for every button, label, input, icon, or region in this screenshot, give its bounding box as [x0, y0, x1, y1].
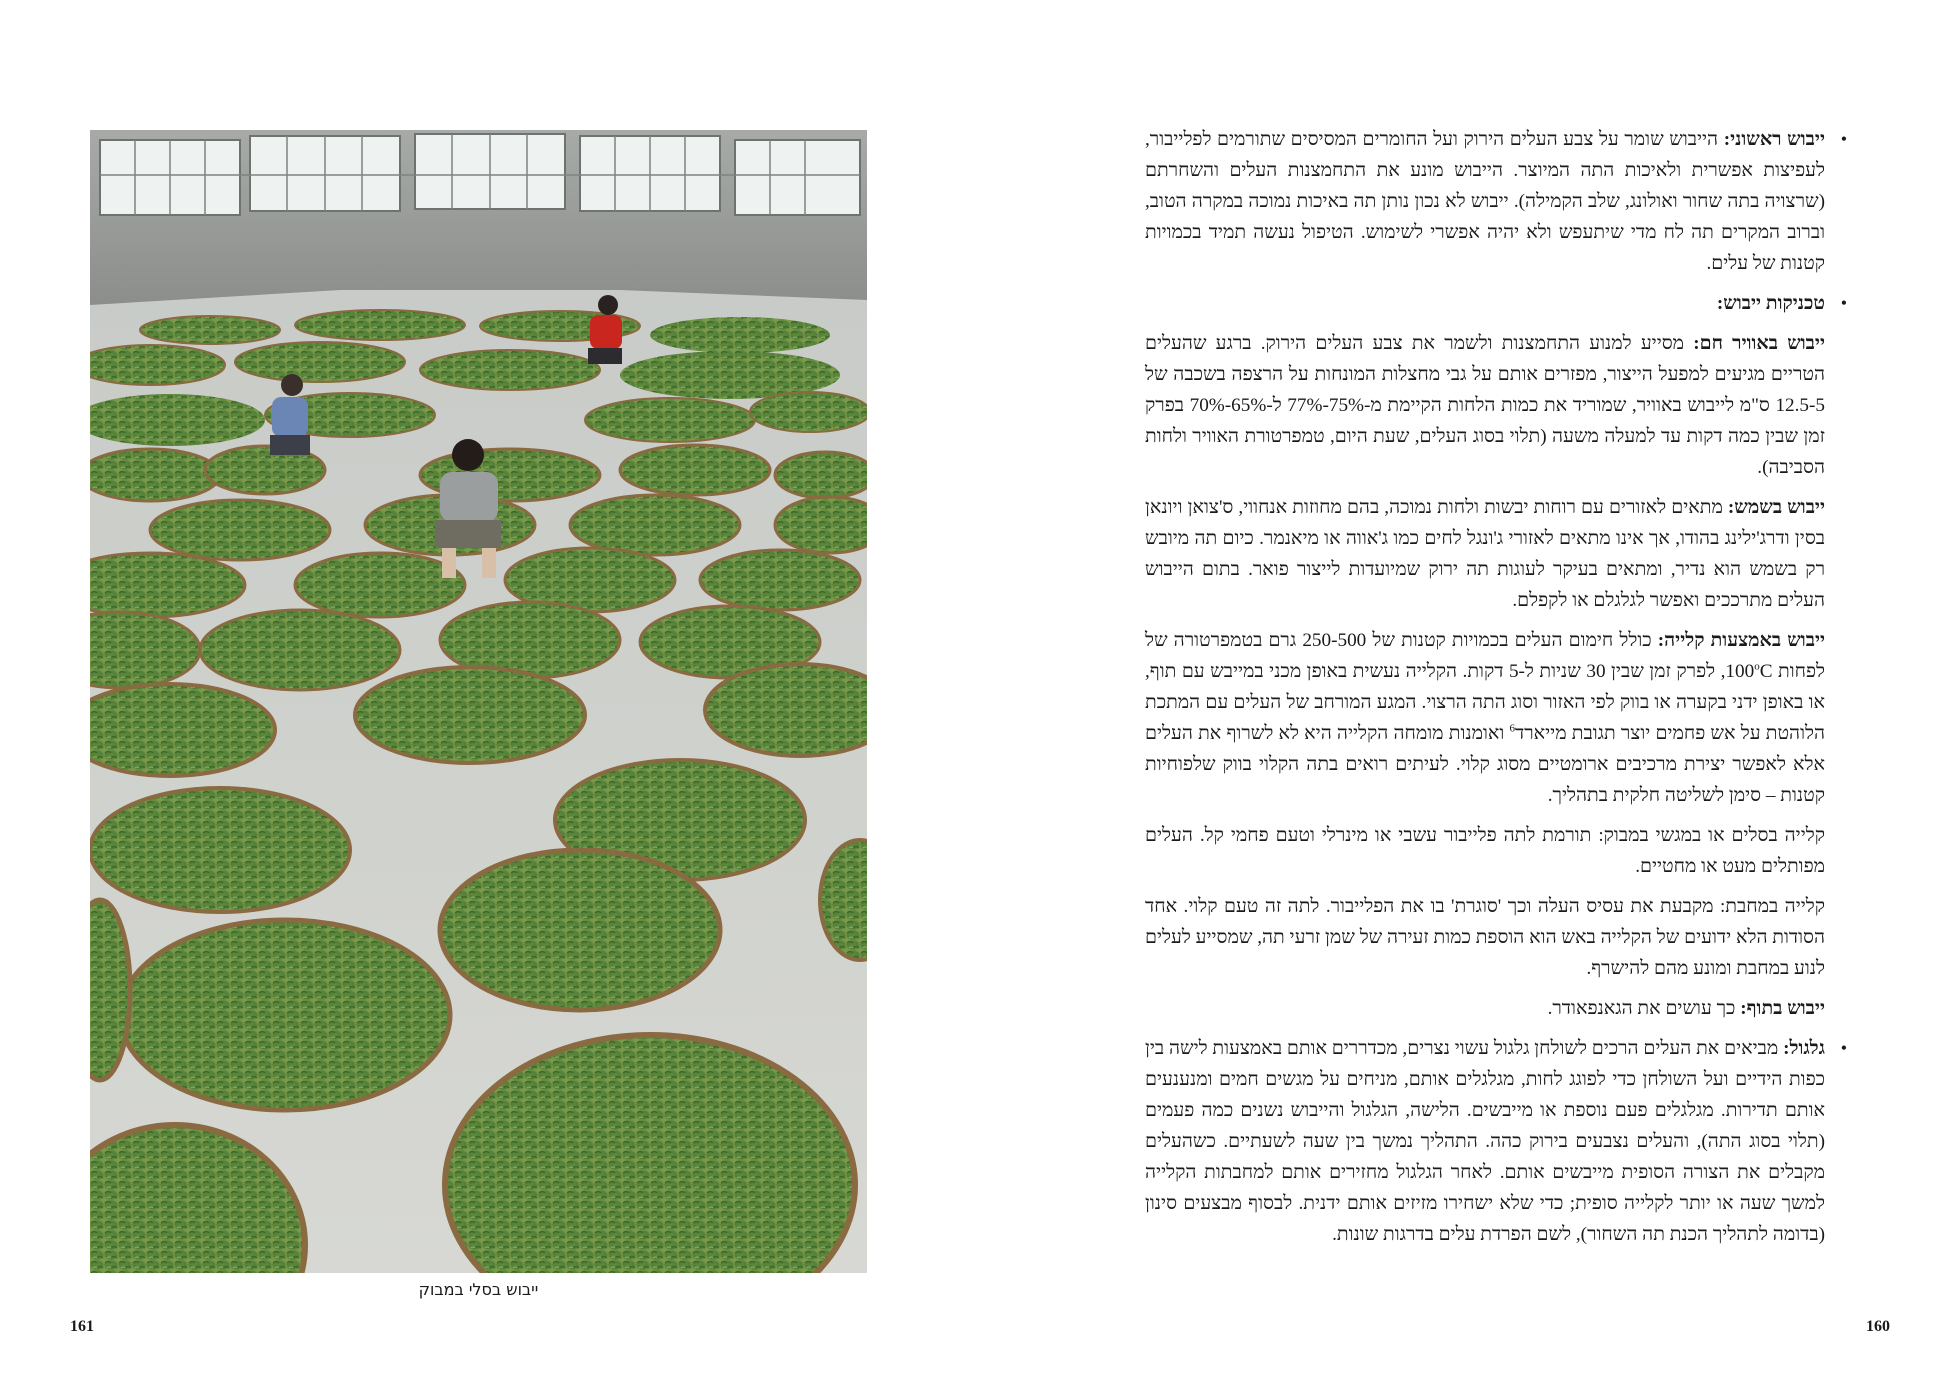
degree-sup: o [1754, 660, 1760, 673]
bamboo-baskets-illustration [90, 130, 867, 1273]
paragraph-roasting [1145, 625, 1825, 811]
text-rolling: מביאים את העלים הרכים לשולחן גלגול עשוי נצרים, מכדררים אותם באמצעות לישה בין כפות הידיים ועל השולחן כדי לפוגג לחות, מגלגלים אותם, מניחים על מגשים חמים ומנענעים אותם תדירות. מגלגלים פעם נוספת או מייבשים. הלישה, הגלגול והייבוש נשנים כמה פעמים (תלוי בסוג התה), והעלים נצבעים בירוק כהה. התהליך נמשך בין שעה לשעתיים. כשהעלים מקבלים את הצורה הסופית מייבשים אותם. לאחר הגלגול מחזירים אותם למחבתות הקלייה למשך שעה או יותר לקלייה סופית; כדי שלא ישחירו מזיזים אותם ידנית. לבסוף מבצעים סינון (בדומה לתהליך הכנת תה השחור), לשם הפרדת עלים בדרגות שונות. [1145, 1038, 1825, 1245]
heading-rolling: גלגול: [1783, 1038, 1825, 1059]
text-roasting-c: ואומנות מומחה הקלייה היא לא לשרוף את העלים אלא לאפשר יצירת מרכיבים ארומטיים מסוג קלוי. לעיתים רואים בתה הקלוי בווק שלפוחיות קטנות – סימן לשליטה חלקית בתהליך. [1145, 723, 1825, 806]
photo-caption: ייבוש בסלי במבוק [418, 1280, 539, 1299]
paragraph-drum-drying [1145, 993, 1825, 1024]
heading-initial-drying: ייבוש ראשוני: [1723, 129, 1825, 150]
page-number-right: 160 [1866, 1318, 1890, 1335]
heading-drying-techniques: טכניקות ייבוש: [1716, 293, 1825, 314]
paragraph-rolling [1145, 1033, 1825, 1250]
paragraph-drying-techniques [1145, 288, 1825, 319]
heading-roasting: ייבוש באמצעות קלייה: [1657, 630, 1826, 651]
paragraph-bamboo-roasting: קלייה בסלים או במגשי במבוק: תורמת לתה פלייבור עשבי או מינרלי וטעם פחמי קל. העלים מפותלים מעט או מחטיים. [1145, 825, 1825, 877]
footnote-ref: 6 [1509, 722, 1515, 735]
heading-hot-air: ייבוש באוויר חם: [1693, 333, 1825, 354]
text-sun-drying: מתאים לאזורים עם רוחות יבשות ולחות נמוכה, בהם מחוזות אנחווי, ס'צואן ויונאן בסין ודרג'ילינג בהודו, אך אינו מתאים לאזורי ג'ונגל לחים כמו ג'אווה או מיאנמר. כיום תה מיובש רק בשמש הוא נדיר, ומתאים בעיקר לעוגות תה ירוק שמיועדות לייצור פואר. בתום הייבוש העלים מתרככים ואפשר לגלגלם או לקפלם. [1145, 497, 1825, 611]
paragraph-hot-air [1145, 328, 1825, 483]
heading-sun-drying: ייבוש בשמש: [1727, 497, 1825, 518]
text-roasting-b: C, לפרק זמן שבין 30 שניות ל-5 דקות. הקלייה נעשית באופן מכני במייבש עם תוף, או באופן ידני בקערה או בווק לפי האזור וסוג התה הרצוי. המגע המורחב של העלים עם המתכת הלוהטת על אש פחמים יוצר תגובת מייארד [1145, 661, 1825, 744]
tea-drying-photo [90, 130, 867, 1273]
paragraph-sun-drying [1145, 492, 1825, 616]
paragraph-pan-roasting: קלייה במחבת: מקבעת את עסיס העלה וכך 'סוגרת' בו את הפלייבור. לתה זה טעם קלוי. אחד הסודות הלא ידועים של הקלייה באש הוא הוספת כמות זעירה של שמן זרעי תה, שמסייע לעלים לנוע במחבת ומונע מהם להישרף. [1145, 896, 1825, 979]
text-column [1145, 124, 1825, 1259]
text-drum-drying: כך עושים את הגאנפאודר. [1547, 998, 1741, 1019]
text-initial-drying: הייבוש שומר על צבע העלים הירוק ועל החומרים המסיסים שתורמים לפלייבור, לעפיצות אפשרית ולאיכות התה המיוצר. הייבוש מונע את התחמצנות העלים והשחרתם (שרצויה בתה שחור ואולונג, שלב הקמילה). ייבוש לא נכון נותן תה באיכות נמוכה במקרה הטוב, וברוב המקרים תה לח מדי שיתעפש ולא יהיה אפשרי לשימוש. הטיפול נעשה תמיד בכמויות קטנות של עלים. [1145, 129, 1825, 274]
heading-drum-drying: ייבוש בתוף: [1740, 998, 1825, 1019]
page-number-left: 161 [70, 1318, 94, 1335]
paragraph-initial-drying [1145, 124, 1825, 279]
text-roasting-a: כולל חימום העלים בכמויות קטנות של 250-500 גרם בטמפרטורה של לפחות 100 [1145, 630, 1825, 682]
text-hot-air: מסייע למנוע התחמצנות ולשמר את צבע העלים הירוק. ברגע שהעלים הטריים מגיעים למפעל הייצור, מפזרים אותם על גבי מחצלות המונחות על הרצפה בשכבה של 12.5-5 ס"מ לייבוש באוויר, שמוריד את כמות הלחות הקיימת מ-75%-77% ל-65%-70% בפרק זמן שבין כמה דקות עד למעלה משעה (תלוי בסוג העלים, שעת היום, טמפרטורת האוויר ולחות הסביבה). [1145, 333, 1825, 478]
